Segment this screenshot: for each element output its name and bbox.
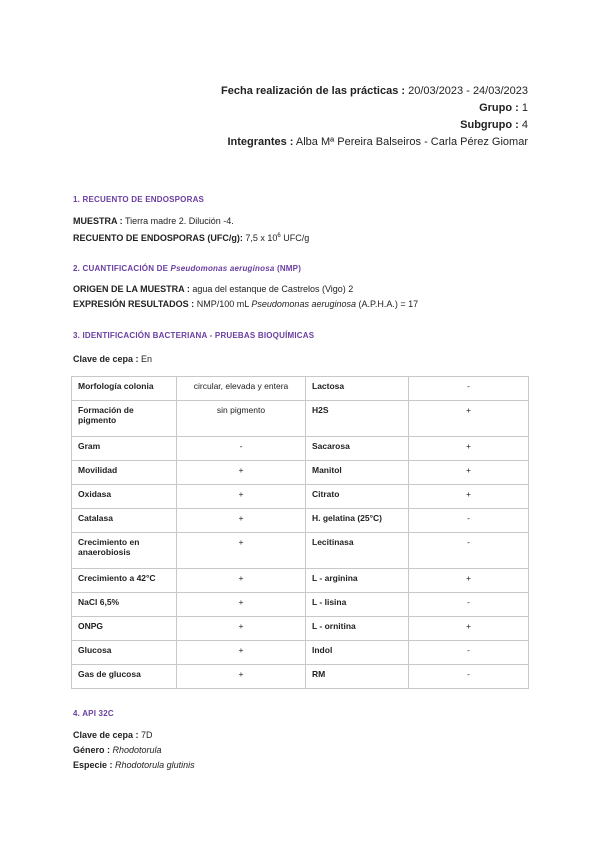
recuento-line — [73, 230, 309, 244]
table-row — [72, 617, 529, 641]
table-row — [72, 593, 529, 617]
section-3-title: 3. IDENTIFICACIÓN BACTERIANA - PRUEBAS BIOQUÍMICAS — [73, 331, 315, 340]
table-row — [72, 461, 529, 485]
test-result: + — [177, 665, 306, 689]
test-name: Lecitinasa — [306, 533, 409, 569]
recuento-exp: 6 — [277, 233, 281, 239]
test-name: Sacarosa — [306, 437, 409, 461]
test-name: NaCl 6,5% — [72, 593, 177, 617]
test-result: + — [177, 569, 306, 593]
test-result: + — [177, 461, 306, 485]
test-name: H. gelatina (25°C) — [306, 509, 409, 533]
recuento-label: RECUENTO DE ENDOSPORAS (UFC/g): — [73, 233, 243, 243]
grupo-value: 1 — [521, 102, 528, 114]
grupo-line — [221, 100, 528, 117]
subgrupo-label: Subgrupo : — [460, 119, 519, 131]
test-result: circular, elevada y entera — [177, 377, 306, 401]
integrantes-line — [221, 134, 528, 151]
expresion-line — [73, 298, 418, 310]
clave-cepa-value: En — [141, 354, 153, 364]
test-result: + — [177, 509, 306, 533]
test-name: RM — [306, 665, 409, 689]
recuento-base: 7,5 x 10 — [245, 233, 278, 243]
origen-value: agua del estanque de Castrelos (Vigo) 2 — [192, 284, 354, 294]
test-result: + — [177, 485, 306, 509]
especie-label: Especie : — [73, 760, 113, 770]
genero-value: Rhodotorula — [112, 745, 162, 755]
table-row — [72, 485, 529, 509]
subgrupo-value: 4 — [521, 119, 528, 131]
origen-line — [73, 283, 353, 295]
muestra-value: Tierra madre 2. Dilución -4. — [125, 216, 234, 226]
test-name: Formación de pigmento — [72, 401, 177, 437]
origen-label: ORIGEN DE LA MUESTRA : — [73, 284, 190, 294]
table-row — [72, 665, 529, 689]
api-clave-line — [73, 729, 153, 741]
fecha-value: 20/03/2023 - 24/03/2023 — [408, 85, 528, 97]
header-block — [221, 83, 528, 151]
integrantes-label: Integrantes : — [227, 136, 294, 148]
test-result: + — [177, 593, 306, 617]
test-result: + — [177, 533, 306, 569]
test-name: Manitol — [306, 461, 409, 485]
test-result: + — [177, 641, 306, 665]
grupo-label: Grupo : — [479, 102, 519, 114]
test-name: Lactosa — [306, 377, 409, 401]
test-result: - — [409, 641, 529, 665]
test-result: - — [177, 437, 306, 461]
expresion-label: EXPRESIÓN RESULTADOS : — [73, 299, 195, 309]
test-result: + — [409, 617, 529, 641]
test-name: Gram — [72, 437, 177, 461]
test-name: H2S — [306, 401, 409, 437]
test-name: Movilidad — [72, 461, 177, 485]
table-row — [72, 533, 529, 569]
api-clave-value: 7D — [141, 730, 153, 740]
table-row — [72, 509, 529, 533]
muestra-line — [73, 215, 234, 227]
test-name: L - ornitina — [306, 617, 409, 641]
test-result: + — [409, 437, 529, 461]
section-4-title: 4. API 32C — [73, 709, 114, 718]
test-result: + — [409, 485, 529, 509]
especie-line — [73, 759, 195, 771]
genero-line — [73, 744, 162, 756]
table-row — [72, 437, 529, 461]
test-result: - — [409, 665, 529, 689]
table-row — [72, 401, 529, 437]
test-name: Crecimiento en anaerobiosis — [72, 533, 177, 569]
test-name: Catalasa — [72, 509, 177, 533]
expresion-post: (A.P.H.A.) = 17 — [358, 299, 419, 309]
table-row — [72, 641, 529, 665]
test-name: Glucosa — [72, 641, 177, 665]
test-result: - — [409, 533, 529, 569]
test-name: Morfología colonia — [72, 377, 177, 401]
test-name: Oxidasa — [72, 485, 177, 509]
test-name: L - arginina — [306, 569, 409, 593]
muestra-label: MUESTRA : — [73, 216, 123, 226]
especie-value: Rhodotorula glutinis — [115, 760, 195, 770]
biochemical-tests-table — [71, 376, 529, 689]
test-name: Citrato — [306, 485, 409, 509]
test-result: + — [177, 617, 306, 641]
test-result: + — [409, 569, 529, 593]
test-name: Indol — [306, 641, 409, 665]
test-name: Crecimiento a 42°C — [72, 569, 177, 593]
expresion-pre: NMP/100 mL — [196, 299, 249, 309]
test-result: - — [409, 509, 529, 533]
test-result: - — [409, 377, 529, 401]
fecha-line — [221, 83, 528, 100]
section-1-title: 1. RECUENTO DE ENDOSPORAS — [73, 195, 205, 204]
integrantes-value: Alba Mª Pereira Balseiros - Carla Pérez Giomar — [295, 136, 528, 148]
genero-label: Género : — [73, 745, 111, 755]
test-result: + — [409, 461, 529, 485]
clave-cepa-line — [73, 353, 152, 365]
table-row — [72, 377, 529, 401]
clave-cepa-label: Clave de cepa : — [73, 354, 139, 364]
section-2-title-italic: Pseudomonas aeruginosa — [170, 264, 275, 273]
test-name: ONPG — [72, 617, 177, 641]
test-name: L - lisina — [306, 593, 409, 617]
section-2-title-post: (NMP) — [274, 264, 302, 273]
test-result: + — [409, 401, 529, 437]
test-result: - — [409, 593, 529, 617]
subgrupo-line — [221, 117, 528, 134]
section-2-title-pre: 2. CUANTIFICACIÓN DE — [73, 264, 171, 273]
test-result: sin pigmento — [177, 401, 306, 437]
api-clave-label: Clave de cepa : — [73, 730, 139, 740]
fecha-label: Fecha realización de las prácticas : — [221, 85, 406, 97]
expresion-italic: Pseudomonas aeruginosa — [251, 299, 356, 309]
table-row — [72, 569, 529, 593]
section-2-title — [73, 264, 301, 273]
test-name: Gas de glucosa — [72, 665, 177, 689]
recuento-unit: UFC/g — [283, 233, 310, 243]
